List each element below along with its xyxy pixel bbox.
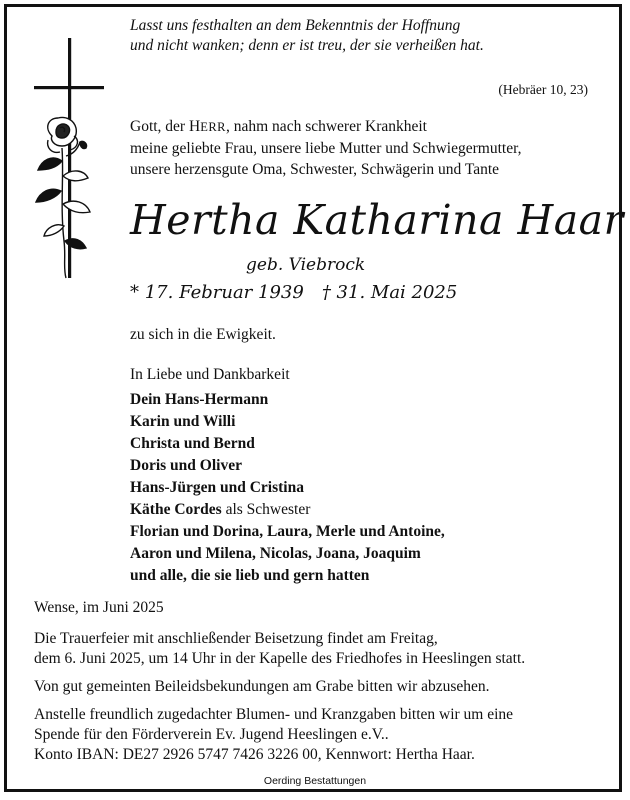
condolence-note: Von gut gemeinten Beileidsbekundungen am Grabe bitten wir abzusehen.	[34, 678, 490, 695]
intro-line: meine geliebte Frau, unsere liebe Mutter und Schwiegermutter,	[130, 140, 522, 157]
donation-line: Anstelle freundlich zugedachter Blumen- und Kranzgaben bitten wir um eine	[34, 706, 514, 723]
deceased-name: Hertha Katharina Haar	[130, 196, 624, 244]
cross-rose-artwork	[30, 36, 120, 286]
mourner-line: Christa und Bernd	[130, 435, 255, 452]
mourner-line: Karin und Willi	[130, 413, 236, 430]
mourner-line: und alle, die sie lieb und gern hatten	[130, 567, 370, 584]
donation-line: Spende für den Förderverein Ev. Jugend Heeslingen e.V..	[34, 726, 389, 743]
intro-line: unsere herzensgute Oma, Schwester, Schwägerin und Tante	[130, 161, 500, 178]
quote-reference: (Hebräer 10, 23)	[498, 82, 588, 97]
donation-info	[34, 705, 513, 765]
intro-line	[130, 116, 522, 138]
birth-name: geb. Viebrock	[246, 255, 366, 275]
donation-line: Konto IBAN: DE27 2926 5747 7426 3226 00, Kennwort: Hertha Haar.	[34, 746, 475, 763]
bible-quote	[130, 16, 484, 56]
place-date: Wense, im Juni 2025	[34, 599, 164, 616]
mourner-line	[130, 499, 445, 521]
mourner-line: Aaron und Milena, Nicolas, Joana, Joaquim	[130, 545, 421, 562]
herr-small-caps: ERR	[200, 120, 226, 134]
intro-text-part: Gott, der	[130, 118, 189, 135]
funeral-home-footer: Oerding Bestattungen	[263, 775, 367, 787]
birth-date: * 17. Februar 1939	[130, 282, 304, 303]
herr-initial: H	[188, 118, 201, 135]
mourner-name: Käthe Cordes	[130, 501, 222, 518]
mourner-line: Dein Hans-Hermann	[130, 391, 269, 408]
eternity-line: zu sich in die Ewigkeit.	[130, 326, 276, 343]
intro-text	[130, 116, 522, 180]
funeral-info	[34, 629, 525, 669]
mourner-line: Florian und Dorina, Laura, Merle und Antoine,	[130, 523, 445, 540]
death-date: † 31. Mai 2025	[321, 282, 458, 303]
mourner-relation: als Schwester	[221, 501, 311, 518]
funeral-line: dem 6. Juni 2025, um 14 Uhr in der Kapelle des Friedhofes in Heeslingen statt.	[34, 650, 526, 667]
mourners-intro: In Liebe und Dankbarkeit	[130, 366, 290, 383]
mourner-line: Hans-Jürgen und Cristina	[130, 479, 304, 496]
mourner-line: Doris und Oliver	[130, 457, 242, 474]
life-dates	[130, 282, 457, 303]
funeral-line: Die Trauerfeier mit anschließender Beisetzung findet am Freitag,	[34, 630, 438, 647]
quote-line: Lasst uns festhalten an dem Bekenntnis der Hoffnung	[130, 17, 461, 34]
intro-text-part: , nahm nach schwerer Krankheit	[226, 118, 427, 135]
rose-icon	[36, 117, 90, 278]
mourners-list	[130, 389, 445, 587]
quote-line: und nicht wanken; denn er ist treu, der sie verheißen hat.	[130, 37, 484, 54]
